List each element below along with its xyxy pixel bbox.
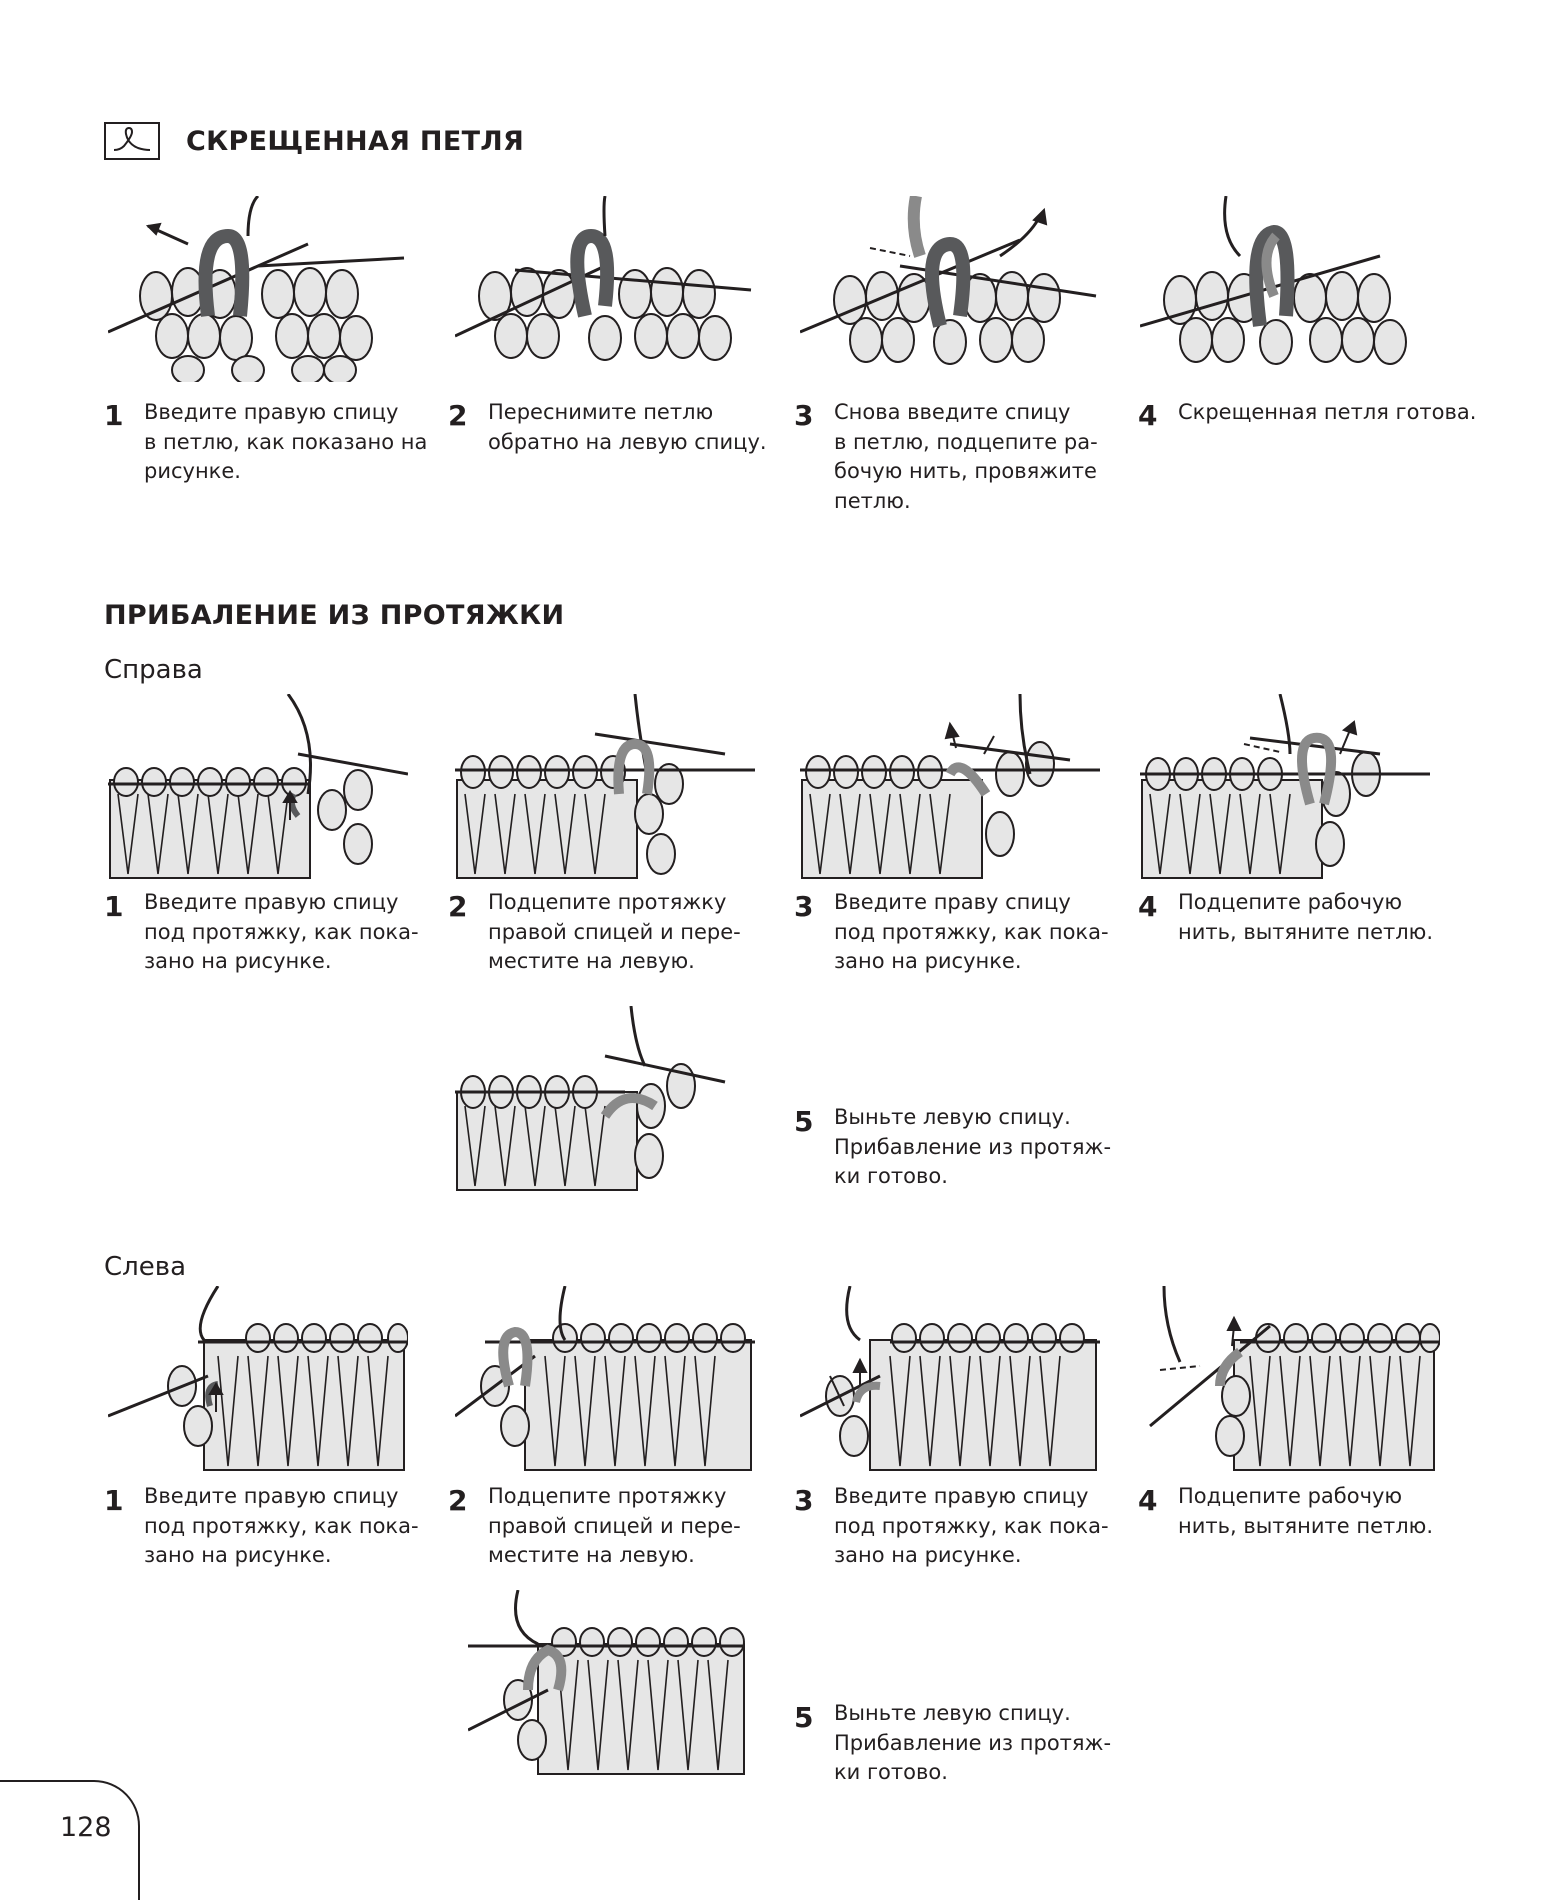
step-number: 1 [104, 399, 124, 432]
step-text: Введите праву спицу под протяжку, как пока- зано на рисунке. [834, 890, 1109, 973]
subsection-title-right: Справа [104, 655, 203, 685]
step-number: 2 [448, 1484, 468, 1517]
step-number: 3 [794, 399, 814, 432]
illustration-increase-right-1 [108, 694, 408, 884]
subsection-title-left: Слева [104, 1252, 187, 1282]
step-text: Переснимите петлю обратно на левую спицу. [488, 400, 767, 454]
step-number: 1 [104, 1484, 124, 1517]
illustration-increase-left-3 [800, 1286, 1100, 1476]
illustration-increase-left-5 [468, 1590, 748, 1780]
crossed-loop-symbol-icon [104, 122, 160, 160]
illustration-increase-right-5 [455, 1006, 755, 1196]
step-number: 5 [794, 1701, 814, 1734]
illustration-crossed-loop-2 [455, 196, 755, 386]
illustration-increase-left-4 [1140, 1286, 1440, 1476]
illustration-crossed-loop-3 [800, 196, 1100, 386]
step-text: Снова введите спицу в петлю, подцепите ра- бочую нить, провяжите петлю. [834, 400, 1098, 513]
step-text: Введите правую спицу под протяжку, как пока- зано на рисунке. [144, 890, 419, 973]
illustration-crossed-loop-4 [1140, 196, 1440, 386]
step-number: 3 [794, 1484, 814, 1517]
illustration-increase-right-2 [455, 694, 755, 884]
step-text: Подцепите рабочую нить, вытяните петлю. [1178, 1484, 1434, 1538]
step-number: 3 [794, 890, 814, 923]
illustration-increase-right-3 [800, 694, 1100, 884]
step-number: 1 [104, 890, 124, 923]
step-number: 2 [448, 399, 468, 432]
step-number: 4 [1138, 1484, 1158, 1517]
section-title-bar-increase: ПРИБАЛЕНИЕ ИЗ ПРОТЯЖКИ [104, 600, 565, 631]
step-text: Скрещенная петля готова. [1178, 400, 1477, 424]
step-text: Введите правую спицу под протяжку, как пока- зано на рисунке. [144, 1484, 419, 1567]
step-text: Подцепите протяжку правой спицей и пере- местите на левую. [488, 890, 741, 973]
step-text: Введите правую спицу в петлю, как показано на рисунке. [144, 400, 428, 483]
section-title-crossed-loop: СКРЕЩЕННАЯ ПЕТЛЯ [186, 126, 525, 157]
step-text: Выньте левую спицу. Прибавление из протяж- ки готово. [834, 1701, 1112, 1784]
step-text: Введите правую спицу под протяжку, как пока- зано на рисунке. [834, 1484, 1109, 1567]
illustration-crossed-loop-1 [108, 196, 408, 386]
step-number: 5 [794, 1105, 814, 1138]
illustration-increase-left-2 [455, 1286, 755, 1476]
step-text: Подцепите рабочую нить, вытяните петлю. [1178, 890, 1434, 944]
step-number: 4 [1138, 890, 1158, 923]
illustration-increase-left-1 [108, 1286, 408, 1476]
step-text: Выньте левую спицу. Прибавление из протяж- ки готово. [834, 1105, 1112, 1188]
page-number: 128 [60, 1812, 112, 1843]
illustration-increase-right-4 [1140, 694, 1440, 884]
step-number: 2 [448, 890, 468, 923]
step-text: Подцепите протяжку правой спицей и пере- местите на левую. [488, 1484, 741, 1567]
step-number: 4 [1138, 399, 1158, 432]
